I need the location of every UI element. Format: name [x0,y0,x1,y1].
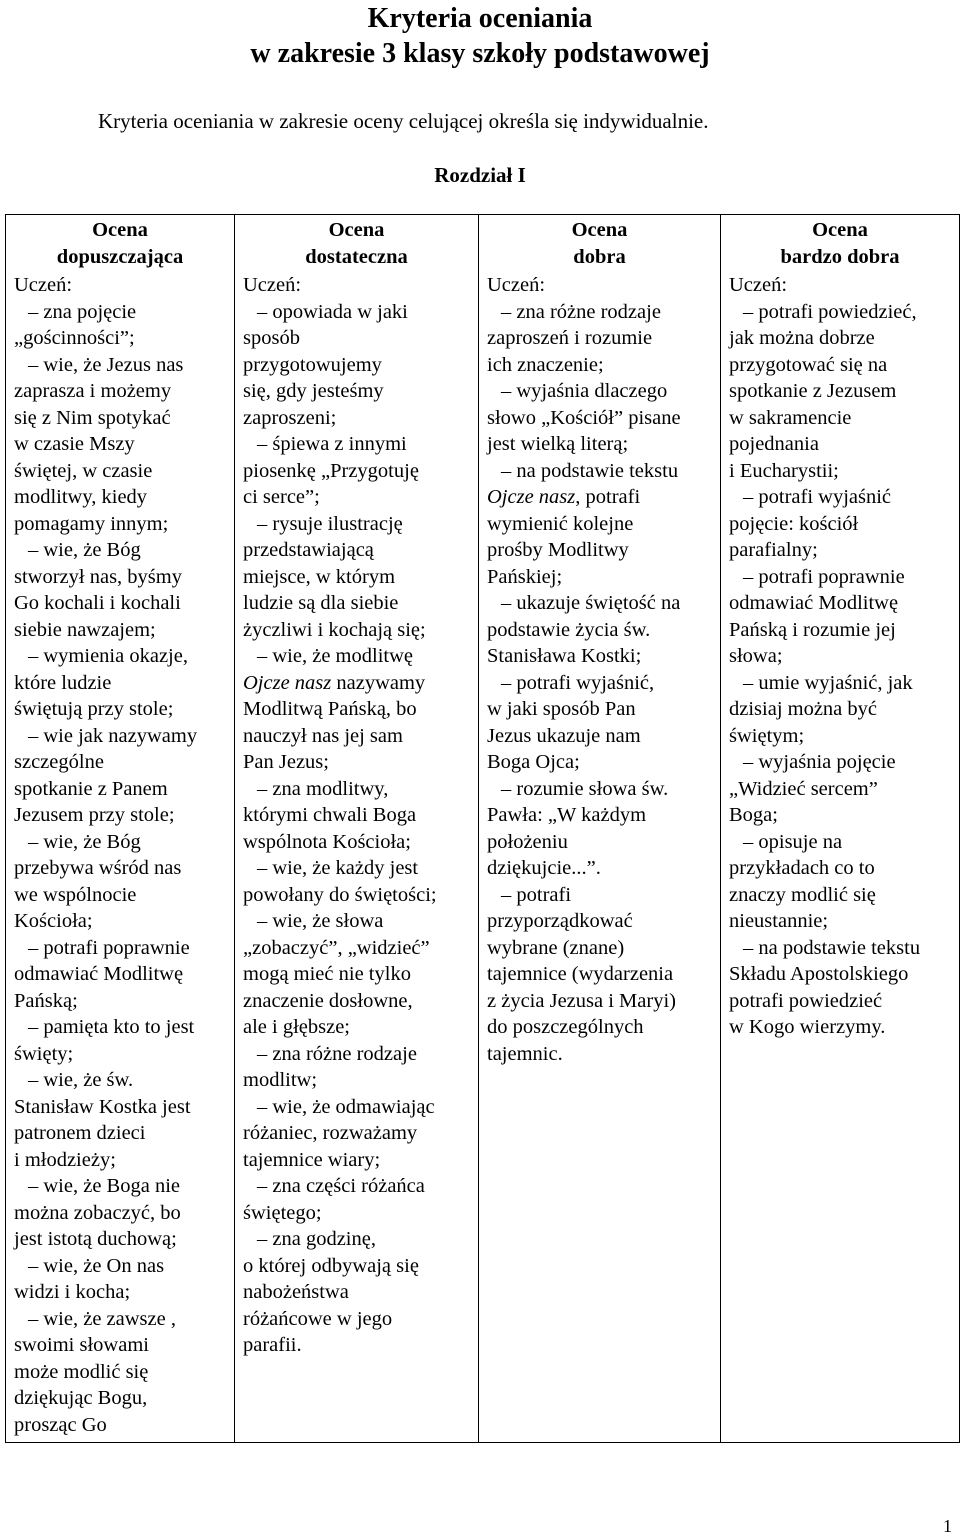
criteria-line: – potrafi wyjaśnić [743,486,892,508]
criteria-line: Kościoła; [14,910,93,932]
criteria-line: znaczenie dosłowne, [243,989,413,1012]
criteria-line: pojednania [729,433,819,455]
criteria-line: – zna modlitwy, [257,777,389,800]
criteria-line: szczególne [14,751,104,773]
criteria-line: spotkanie z Panem [14,777,168,800]
chapter-heading: Rozdział I [434,163,526,187]
criteria-line: się, gdy jesteśmy [243,380,384,402]
criteria-line: – opisuje na [743,830,843,853]
criteria-table [5,214,960,1443]
criteria-line: o której odbywają się [243,1254,419,1277]
criteria-line: może modlić się [14,1360,149,1383]
criteria-line: – wymienia okazje, [28,645,188,667]
criteria-line: ci serce”; [243,486,320,508]
criteria-line: zaproszeń i rozumie [487,327,653,349]
criteria-line: potrafi powiedzieć [729,989,883,1012]
criteria-line: nabożeństwa [243,1281,349,1303]
criteria-line: – wie, że On nas [28,1254,165,1277]
criteria-line: – potrafi powiedzieć, [743,300,917,323]
criteria-line: ich znaczenie; [487,353,604,376]
criteria-line: przedstawiającą [243,539,374,561]
criteria-line: stworzył nas, byśmy [14,565,182,588]
criteria-line: „gościnności”; [14,327,135,349]
criteria-line: przebywa wśród nas [14,857,182,879]
criteria-line: w czasie Mszy [14,433,135,455]
criteria-line: nieustannie; [729,910,829,932]
criteria-line: do poszczególnych [487,1016,644,1038]
header-label: Ocena [571,219,628,241]
criteria-line: – na podstawie tekstu [501,459,679,482]
criteria-line: Uczeń: [729,274,788,296]
criteria-line: – zna pojęcie [28,300,137,323]
criteria-line: się z Nim spotykać [14,406,171,429]
criteria-line: siebie nawzajem; [14,618,156,641]
criteria-line: – wyjaśnia dlaczego [501,380,668,402]
criteria-line: zaproszeni; [243,406,337,429]
criteria-line: dzisiaj można być [729,698,878,720]
criteria-line: tajemnic. [487,1042,563,1065]
criteria-line: życzliwi i kochają się; [243,618,426,641]
criteria-line: – potrafi poprawnie [743,565,905,588]
criteria-line: dziękując Bogu, [14,1387,148,1409]
criteria-line: – umie wyjaśnić, jak [743,671,913,694]
criteria-line: – wie, że zawsze , [28,1307,176,1330]
criteria-line: – zna części różańca [257,1175,425,1197]
criteria-line: wspólnota Kościoła; [243,830,411,853]
intro-note: Kryteria oceniania w zakresie oceny celującej określa się indywidualnie. [98,109,709,133]
header-cell-dobra [479,215,721,273]
criteria-cell-bardzo-dobra [721,272,960,1443]
criteria-line: jak można dobrze [729,327,875,349]
criteria-line: można zobaczyć, bo [14,1201,181,1224]
criteria-line: – opowiada w jaki [257,300,408,323]
criteria-line: parafialny; [729,539,818,561]
header-grade: dopuszczająca [56,245,184,268]
criteria-line: pomagamy innym; [14,512,169,535]
title-line-1: Kryteria oceniania [367,3,593,34]
criteria-line: parafii. [243,1334,302,1356]
header-grade: dobra [573,245,626,268]
criteria-line: prosząc Go [14,1413,107,1436]
criteria-line: przykładach co to [729,857,875,879]
criteria-line: Uczeń: [243,274,302,296]
criteria-line: świętym; [729,724,805,747]
page-number: 1 [943,1516,952,1536]
criteria-line: – wyjaśnia pojęcie [743,751,896,773]
criteria-line: przygotowujemy [243,353,382,376]
criteria-line: słowa; [729,645,783,667]
criteria-line: „zobaczyć”, „widzieć” [243,936,430,959]
criteria-line: – wie, że odmawiając [257,1095,435,1118]
criteria-line: w Kogo wierzymy. [729,1016,886,1038]
title-line-2: w zakresie 3 klasy szkoły podstawowej [250,38,710,69]
criteria-line: które ludzie [14,671,112,694]
criteria-line: wybrane (znane) [487,936,625,959]
criteria-line: Modlitwą Pańską, bo [243,698,417,720]
criteria-line: tajemnice (wydarzenia [487,963,674,985]
criteria-line: modlitw; [243,1069,318,1091]
criteria-line: Pawła: „W każdym [487,804,647,826]
criteria-line: Ojcze nasz nazywamy [243,671,426,694]
criteria-line: jest wielką literą; [487,433,629,455]
criteria-line: – wie, że Bóg [28,539,141,561]
criteria-line: przyporządkować [487,910,633,932]
header-label: Ocena [812,219,868,241]
criteria-line: – rozumie słowa św. [501,777,669,800]
criteria-line: – śpiewa z innymi [257,433,407,455]
criteria-line: – wie, że modlitwę [257,645,413,667]
criteria-line: – ukazuje świętość na [501,592,681,614]
criteria-line: – zna różne rodzaje [257,1042,417,1065]
criteria-line: – wie, że Boga nie [28,1175,180,1197]
header-cell-bardzo-dobra [721,215,960,273]
criteria-line: miejsce, w którym [243,565,396,588]
criteria-line: jest istotą duchową; [14,1228,177,1250]
criteria-line: prośby Modlitwy [487,539,629,561]
header-grade: bardzo dobra [780,245,900,268]
criteria-line: patronem dzieci [14,1122,146,1144]
header-grade: dostateczna [305,245,408,268]
criteria-line: podstawie życia św. [487,618,651,641]
criteria-line: swoimi słowami [14,1334,149,1356]
criteria-line: – pamięta kto to jest [28,1016,195,1038]
criteria-line: – wie, że Jezus nas [28,353,184,376]
criteria-line: wymienić kolejne [487,512,634,535]
criteria-line: Stanisława Kostki; [487,645,642,667]
criteria-line: święty; [14,1042,74,1065]
criteria-line: dziękujcie...”. [487,857,601,879]
criteria-line: Go kochali i kochali [14,592,181,614]
criteria-line: Składu Apostolskiego [729,963,909,985]
criteria-line: – potrafi poprawnie [28,936,190,959]
criteria-line: odmawiać Modlitwę [14,963,184,985]
criteria-line: Stanisław Kostka jest [14,1095,191,1118]
criteria-line: w sakramencie [729,406,852,429]
criteria-line: słowo „Kościół” pisane [487,406,681,429]
criteria-line: sposób [243,327,300,349]
criteria-line: – na podstawie tekstu [743,936,921,959]
criteria-cell-dobra [479,272,721,1443]
criteria-line: różańcowe w jego [243,1307,393,1330]
criteria-line: „Widzieć sercem” [729,777,878,800]
criteria-line: – wie, że każdy jest [257,857,419,879]
criteria-line: Pan Jezus; [243,751,329,773]
criteria-line: znaczy modlić się [729,883,876,906]
criteria-line: Pańską; [14,989,78,1012]
criteria-line: Pańskiej; [487,565,563,588]
criteria-line: i młodzieży; [14,1148,116,1171]
header-cell-dopuszczajaca [6,215,235,273]
criteria-line: – rysuje ilustrację [257,512,403,535]
criteria-line: Ojcze nasz, potrafi [487,486,641,508]
criteria-line: Jezusem przy stole; [14,804,175,826]
criteria-line: którymi chwali Boga [243,804,417,826]
criteria-cell-dopuszczajaca [6,272,235,1443]
criteria-line: piosenkę „Przygotuję [243,459,419,482]
criteria-cell-dostateczna [235,272,479,1443]
criteria-line: ludzie są dla siebie [243,592,399,614]
criteria-line: Jezus ukazuje nam [487,724,641,747]
criteria-row [6,272,960,1443]
criteria-line: świętego; [243,1201,322,1224]
criteria-line: Uczeń: [14,274,73,296]
criteria-line: i Eucharystii; [729,459,839,482]
criteria-line: pojęcie: kościół [729,512,859,535]
criteria-line: nauczył nas jej sam [243,724,403,747]
criteria-line: – wie, że słowa [257,910,384,932]
criteria-line: położeniu [487,830,568,853]
criteria-line: – wie, że św. [28,1069,134,1091]
criteria-line: z życia Jezusa i Maryi) [487,989,676,1012]
criteria-line: – potrafi wyjaśnić, [501,671,655,694]
criteria-line: spotkanie z Jezusem [729,380,897,402]
criteria-line: widzi i kocha; [14,1281,131,1303]
criteria-line: – wie jak nazywamy [28,724,198,747]
criteria-line: tajemnice wiary; [243,1148,381,1171]
criteria-line: świętują przy stole; [14,698,174,720]
criteria-line: w jaki sposób Pan [487,698,636,720]
criteria-line: we wspólnocie [14,883,137,906]
criteria-line: różaniec, rozważamy [243,1122,418,1144]
criteria-line: Uczeń: [487,274,546,296]
criteria-line: ale i głębsze; [243,1016,351,1038]
criteria-line: – zna godzinę, [257,1228,376,1250]
criteria-line: Boga Ojca; [487,751,580,773]
criteria-line: świętej, w czasie [14,459,153,482]
criteria-line: odmawiać Modlitwę [729,592,899,614]
criteria-line: – zna różne rodzaje [501,300,661,323]
criteria-line: modlitwy, kiedy [14,486,148,508]
header-cell-dostateczna [235,215,479,273]
header-label: Ocena [328,219,385,241]
criteria-line: Boga; [729,804,778,826]
criteria-line: powołany do świętości; [243,883,437,906]
criteria-line: – wie, że Bóg [28,830,141,853]
criteria-line: przygotować się na [729,353,888,376]
criteria-line: Pańską i rozumie jej [729,618,896,641]
criteria-line: mogą mieć nie tylko [243,963,411,985]
criteria-line: zaprasza i możemy [14,380,172,402]
header-label: Ocena [92,219,148,241]
header-row [6,215,960,273]
criteria-line: – potrafi [501,883,572,906]
